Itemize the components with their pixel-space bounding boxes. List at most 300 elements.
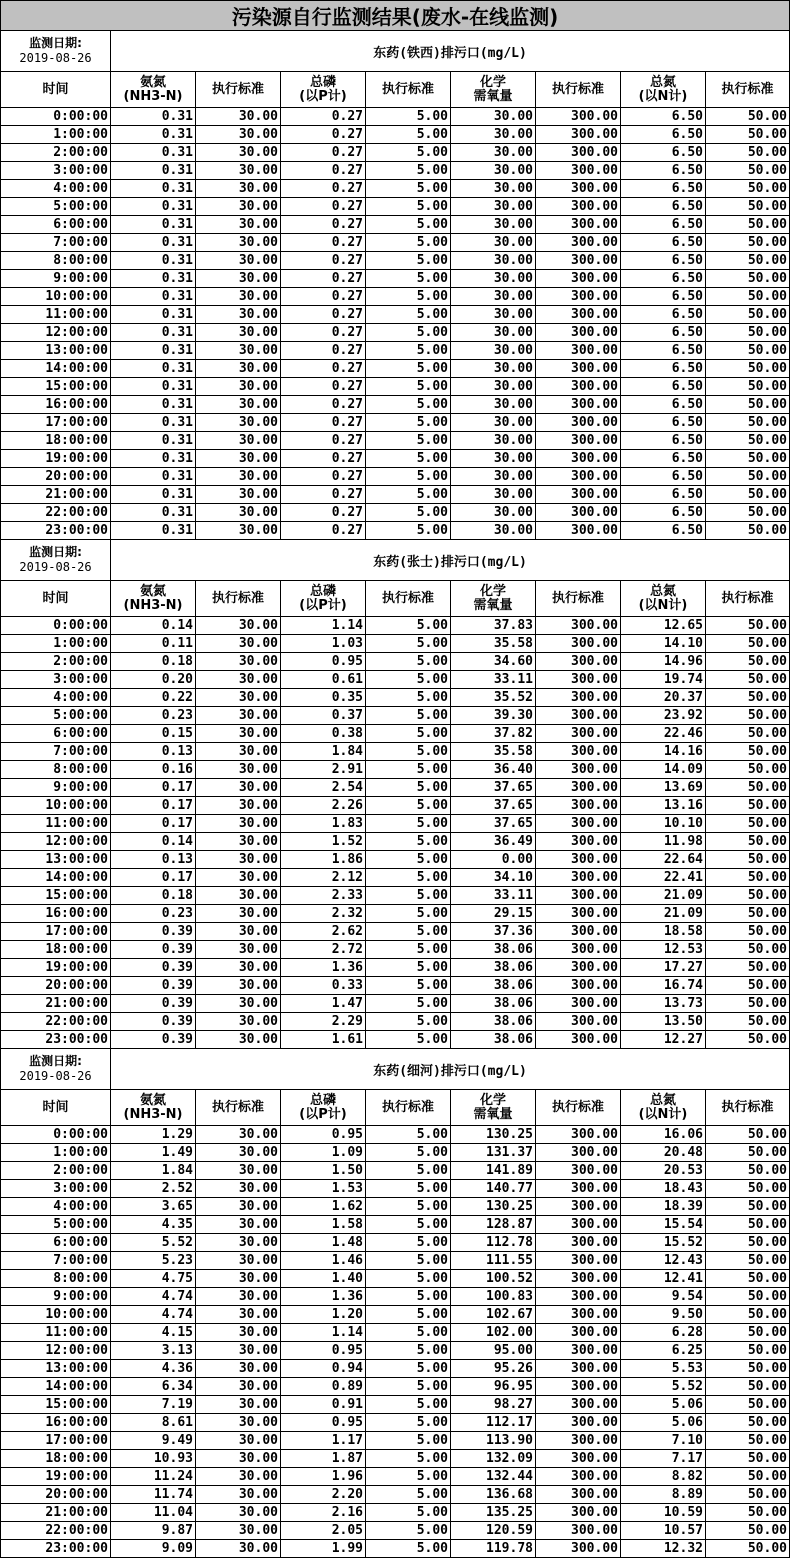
value-cell: 2.91: [281, 761, 366, 779]
value-cell: 35.52: [451, 689, 536, 707]
value-cell: 5.00: [366, 234, 451, 252]
value-cell: 6.34: [111, 1378, 196, 1396]
value-cell: 0.27: [281, 486, 366, 504]
value-cell: 5.00: [366, 378, 451, 396]
value-cell: 0.27: [281, 306, 366, 324]
value-cell: 5.00: [366, 653, 451, 671]
value-cell: 50.00: [706, 1342, 790, 1360]
value-cell: 300.00: [536, 779, 621, 797]
value-cell: 0.31: [111, 180, 196, 198]
table-row: [1, 162, 790, 180]
value-cell: 141.89: [451, 1162, 536, 1180]
time-cell: 16:00:00: [1, 396, 111, 414]
value-cell: 6.50: [621, 162, 706, 180]
value-cell: 1.53: [281, 1180, 366, 1198]
value-cell: 5.00: [366, 180, 451, 198]
value-cell: 30.00: [451, 162, 536, 180]
value-cell: 1.99: [281, 1540, 366, 1558]
time-cell: 12:00:00: [1, 1342, 111, 1360]
value-cell: 6.50: [621, 270, 706, 288]
value-cell: 136.68: [451, 1486, 536, 1504]
value-cell: 50.00: [706, 1522, 790, 1540]
time-cell: 23:00:00: [1, 1540, 111, 1558]
time-cell: 12:00:00: [1, 833, 111, 851]
value-cell: 0.27: [281, 234, 366, 252]
value-cell: 300.00: [536, 144, 621, 162]
value-cell: 22.64: [621, 851, 706, 869]
table-row: [1, 869, 790, 887]
value-cell: 35.58: [451, 743, 536, 761]
value-cell: 300.00: [536, 1216, 621, 1234]
value-cell: 9.09: [111, 1540, 196, 1558]
value-cell: 0.27: [281, 432, 366, 450]
time-cell: 5:00:00: [1, 1216, 111, 1234]
value-cell: 30.00: [196, 1450, 281, 1468]
value-cell: 50.00: [706, 1414, 790, 1432]
value-cell: 0.27: [281, 144, 366, 162]
value-cell: 30.00: [451, 378, 536, 396]
value-cell: 119.78: [451, 1540, 536, 1558]
value-cell: 33.11: [451, 887, 536, 905]
value-cell: 50.00: [706, 1252, 790, 1270]
value-cell: 5.00: [366, 504, 451, 522]
value-cell: 3.65: [111, 1198, 196, 1216]
time-cell: 22:00:00: [1, 1013, 111, 1031]
value-cell: 5.00: [366, 252, 451, 270]
value-cell: 5.00: [366, 468, 451, 486]
value-cell: 30.00: [196, 689, 281, 707]
value-cell: 5.00: [366, 1396, 451, 1414]
value-cell: 8.82: [621, 1468, 706, 1486]
value-cell: 30.00: [196, 342, 281, 360]
value-cell: 30.00: [451, 432, 536, 450]
value-cell: 0.16: [111, 761, 196, 779]
value-cell: 0.31: [111, 216, 196, 234]
value-cell: 300.00: [536, 468, 621, 486]
table-row: [1, 1216, 790, 1234]
value-cell: 9.87: [111, 1522, 196, 1540]
table-row: [1, 923, 790, 941]
value-cell: 50.00: [706, 671, 790, 689]
value-cell: 50.00: [706, 851, 790, 869]
value-cell: 36.40: [451, 761, 536, 779]
value-cell: 50.00: [706, 108, 790, 126]
table-row: [1, 1031, 790, 1049]
value-cell: 50.00: [706, 1216, 790, 1234]
value-cell: 300.00: [536, 324, 621, 342]
value-cell: 300.00: [536, 1306, 621, 1324]
value-cell: 6.50: [621, 396, 706, 414]
value-cell: 300.00: [536, 1486, 621, 1504]
table-row: [1, 887, 790, 905]
value-cell: 300.00: [536, 941, 621, 959]
value-cell: 16.74: [621, 977, 706, 995]
value-cell: 6.50: [621, 234, 706, 252]
value-cell: 50.00: [706, 1288, 790, 1306]
value-cell: 30.00: [196, 198, 281, 216]
value-cell: 5.00: [366, 1414, 451, 1432]
value-cell: 0.27: [281, 180, 366, 198]
value-cell: 0.31: [111, 342, 196, 360]
value-cell: 6.50: [621, 108, 706, 126]
value-cell: 0.31: [111, 126, 196, 144]
value-cell: 300.00: [536, 342, 621, 360]
value-cell: 0.39: [111, 995, 196, 1013]
value-cell: 0.94: [281, 1360, 366, 1378]
value-cell: 30.00: [196, 144, 281, 162]
table-row: [1, 342, 790, 360]
value-cell: 50.00: [706, 1504, 790, 1522]
value-cell: 9.49: [111, 1432, 196, 1450]
value-cell: 300.00: [536, 162, 621, 180]
value-cell: 5.00: [366, 450, 451, 468]
value-cell: 1.14: [281, 1324, 366, 1342]
time-cell: 10:00:00: [1, 1306, 111, 1324]
value-cell: 5.00: [366, 617, 451, 635]
value-cell: 30.00: [196, 126, 281, 144]
time-cell: 19:00:00: [1, 1468, 111, 1486]
time-cell: 20:00:00: [1, 1486, 111, 1504]
time-cell: 17:00:00: [1, 1432, 111, 1450]
value-cell: 5.00: [366, 162, 451, 180]
col-time: 时间: [1, 72, 111, 108]
time-cell: 23:00:00: [1, 1031, 111, 1049]
monitoring-date-label: 监测日期:: [29, 36, 82, 50]
value-cell: 5.00: [366, 761, 451, 779]
value-cell: 30.00: [451, 126, 536, 144]
value-cell: 37.83: [451, 617, 536, 635]
value-cell: 1.48: [281, 1234, 366, 1252]
value-cell: 50.00: [706, 270, 790, 288]
value-cell: 300.00: [536, 1540, 621, 1558]
value-cell: 112.17: [451, 1414, 536, 1432]
value-cell: 30.00: [451, 396, 536, 414]
section-header-row: [1, 1049, 790, 1090]
time-cell: 10:00:00: [1, 288, 111, 306]
value-cell: 300.00: [536, 617, 621, 635]
value-cell: 300.00: [536, 1126, 621, 1144]
value-cell: 5.00: [366, 689, 451, 707]
table-row: [1, 414, 790, 432]
value-cell: 5.00: [366, 1486, 451, 1504]
section-header-row: [1, 31, 790, 72]
value-cell: 131.37: [451, 1144, 536, 1162]
value-cell: 50.00: [706, 288, 790, 306]
value-cell: 300.00: [536, 270, 621, 288]
value-cell: 95.00: [451, 1342, 536, 1360]
value-cell: 30.00: [196, 923, 281, 941]
value-cell: 1.40: [281, 1270, 366, 1288]
value-cell: 300.00: [536, 360, 621, 378]
value-cell: 5.00: [366, 1162, 451, 1180]
value-cell: 38.06: [451, 941, 536, 959]
value-cell: 132.09: [451, 1450, 536, 1468]
value-cell: 20.37: [621, 689, 706, 707]
value-cell: 300.00: [536, 1522, 621, 1540]
value-cell: 12.53: [621, 941, 706, 959]
value-cell: 20.53: [621, 1162, 706, 1180]
time-cell: 23:00:00: [1, 522, 111, 540]
value-cell: 6.50: [621, 144, 706, 162]
value-cell: 300.00: [536, 252, 621, 270]
value-cell: 14.16: [621, 743, 706, 761]
time-cell: 14:00:00: [1, 869, 111, 887]
time-cell: 5:00:00: [1, 707, 111, 725]
value-cell: 300.00: [536, 977, 621, 995]
value-cell: 30.00: [196, 905, 281, 923]
value-cell: 30.00: [196, 396, 281, 414]
table-row: [1, 1306, 790, 1324]
value-cell: 0.27: [281, 396, 366, 414]
value-cell: 0.13: [111, 851, 196, 869]
value-cell: 30.00: [196, 1324, 281, 1342]
value-cell: 5.00: [366, 923, 451, 941]
table-row: [1, 761, 790, 779]
value-cell: 2.62: [281, 923, 366, 941]
value-cell: 50.00: [706, 396, 790, 414]
value-cell: 30.00: [451, 270, 536, 288]
value-cell: 5.23: [111, 1252, 196, 1270]
value-cell: 300.00: [536, 1013, 621, 1031]
value-cell: 0.39: [111, 977, 196, 995]
value-cell: 38.06: [451, 995, 536, 1013]
value-cell: 50.00: [706, 144, 790, 162]
value-cell: 30.00: [196, 1522, 281, 1540]
table-row: [1, 995, 790, 1013]
outlet-name: 东药(张士)排污口(mg/L): [111, 540, 790, 581]
value-cell: 14.10: [621, 635, 706, 653]
value-cell: 1.03: [281, 635, 366, 653]
value-cell: 98.27: [451, 1396, 536, 1414]
value-cell: 30.00: [196, 1198, 281, 1216]
value-cell: 50.00: [706, 1432, 790, 1450]
value-cell: 50.00: [706, 1378, 790, 1396]
value-cell: 50.00: [706, 216, 790, 234]
value-cell: 5.00: [366, 725, 451, 743]
value-cell: 0.17: [111, 815, 196, 833]
time-cell: 15:00:00: [1, 378, 111, 396]
value-cell: 0.11: [111, 635, 196, 653]
value-cell: 13.50: [621, 1013, 706, 1031]
value-cell: 5.00: [366, 887, 451, 905]
value-cell: 50.00: [706, 1306, 790, 1324]
table-row: [1, 653, 790, 671]
value-cell: 30.00: [196, 432, 281, 450]
value-cell: 6.50: [621, 126, 706, 144]
value-cell: 0.37: [281, 707, 366, 725]
table-row: [1, 1162, 790, 1180]
value-cell: 30.00: [196, 725, 281, 743]
value-cell: 30.00: [196, 743, 281, 761]
value-cell: 300.00: [536, 851, 621, 869]
table-row: [1, 689, 790, 707]
value-cell: 0.95: [281, 1414, 366, 1432]
value-cell: 6.50: [621, 450, 706, 468]
value-cell: 50.00: [706, 797, 790, 815]
value-cell: 0.27: [281, 108, 366, 126]
value-cell: 300.00: [536, 1396, 621, 1414]
col-standard: 执行标准: [196, 1090, 281, 1126]
value-cell: 6.50: [621, 252, 706, 270]
table-row: [1, 743, 790, 761]
value-cell: 300.00: [536, 108, 621, 126]
value-cell: 30.00: [196, 995, 281, 1013]
value-cell: 300.00: [536, 689, 621, 707]
value-cell: 0.00: [451, 851, 536, 869]
value-cell: 2.52: [111, 1180, 196, 1198]
value-cell: 5.00: [366, 851, 451, 869]
value-cell: 0.31: [111, 360, 196, 378]
value-cell: 21.09: [621, 905, 706, 923]
value-cell: 30.00: [196, 761, 281, 779]
value-cell: 6.50: [621, 360, 706, 378]
value-cell: 10.10: [621, 815, 706, 833]
time-cell: 2:00:00: [1, 144, 111, 162]
value-cell: 0.95: [281, 653, 366, 671]
value-cell: 0.39: [111, 1013, 196, 1031]
value-cell: 5.06: [621, 1414, 706, 1432]
value-cell: 5.00: [366, 1540, 451, 1558]
value-cell: 128.87: [451, 1216, 536, 1234]
value-cell: 0.31: [111, 198, 196, 216]
value-cell: 50.00: [706, 1162, 790, 1180]
monitoring-date-label: 监测日期:: [29, 1054, 82, 1068]
value-cell: 30.00: [451, 198, 536, 216]
value-cell: 30.00: [196, 108, 281, 126]
value-cell: 50.00: [706, 689, 790, 707]
value-cell: 300.00: [536, 707, 621, 725]
value-cell: 5.00: [366, 1522, 451, 1540]
value-cell: 6.50: [621, 522, 706, 540]
value-cell: 6.50: [621, 180, 706, 198]
value-cell: 120.59: [451, 1522, 536, 1540]
value-cell: 10.93: [111, 1450, 196, 1468]
value-cell: 50.00: [706, 1013, 790, 1031]
col-time: 时间: [1, 581, 111, 617]
value-cell: 19.74: [621, 671, 706, 689]
table-row: [1, 671, 790, 689]
value-cell: 37.36: [451, 923, 536, 941]
table-row: [1, 324, 790, 342]
outlet-name: 东药(铁西)排污口(mg/L): [111, 31, 790, 72]
value-cell: 300.00: [536, 432, 621, 450]
value-cell: 111.55: [451, 1252, 536, 1270]
time-cell: 19:00:00: [1, 450, 111, 468]
value-cell: 300.00: [536, 1414, 621, 1432]
value-cell: 300.00: [536, 378, 621, 396]
value-cell: 1.84: [281, 743, 366, 761]
value-cell: 100.83: [451, 1288, 536, 1306]
value-cell: 30.00: [196, 1468, 281, 1486]
time-cell: 8:00:00: [1, 1270, 111, 1288]
table-row: [1, 1324, 790, 1342]
value-cell: 12.41: [621, 1270, 706, 1288]
value-cell: 5.00: [366, 1504, 451, 1522]
value-cell: 30.00: [196, 653, 281, 671]
value-cell: 30.00: [451, 288, 536, 306]
table-row: [1, 180, 790, 198]
value-cell: 5.00: [366, 486, 451, 504]
value-cell: 1.49: [111, 1144, 196, 1162]
table-row: [1, 1432, 790, 1450]
col-phosphorus: 总磷 (以P计): [281, 1090, 366, 1126]
value-cell: 2.05: [281, 1522, 366, 1540]
monitoring-date: [1, 31, 111, 72]
value-cell: 15.54: [621, 1216, 706, 1234]
value-cell: 1.20: [281, 1306, 366, 1324]
value-cell: 2.26: [281, 797, 366, 815]
time-cell: 1:00:00: [1, 635, 111, 653]
value-cell: 30.00: [196, 414, 281, 432]
value-cell: 0.15: [111, 725, 196, 743]
col-standard: 执行标准: [366, 1090, 451, 1126]
value-cell: 0.13: [111, 743, 196, 761]
col-standard: 执行标准: [536, 581, 621, 617]
value-cell: 0.20: [111, 671, 196, 689]
value-cell: 5.00: [366, 1468, 451, 1486]
value-cell: 29.15: [451, 905, 536, 923]
value-cell: 18.39: [621, 1198, 706, 1216]
time-cell: 7:00:00: [1, 743, 111, 761]
value-cell: 11.04: [111, 1504, 196, 1522]
value-cell: 0.39: [111, 941, 196, 959]
value-cell: 50.00: [706, 869, 790, 887]
value-cell: 1.52: [281, 833, 366, 851]
table-row: [1, 725, 790, 743]
value-cell: 30.00: [196, 941, 281, 959]
value-cell: 17.27: [621, 959, 706, 977]
value-cell: 132.44: [451, 1468, 536, 1486]
table-row: [1, 851, 790, 869]
value-cell: 0.31: [111, 450, 196, 468]
value-cell: 5.00: [366, 1270, 451, 1288]
value-cell: 30.00: [196, 815, 281, 833]
value-cell: 0.22: [111, 689, 196, 707]
value-cell: 300.00: [536, 126, 621, 144]
time-cell: 0:00:00: [1, 1126, 111, 1144]
time-cell: 18:00:00: [1, 1450, 111, 1468]
table-row: [1, 1342, 790, 1360]
value-cell: 1.36: [281, 959, 366, 977]
value-cell: 4.35: [111, 1216, 196, 1234]
value-cell: 300.00: [536, 180, 621, 198]
value-cell: 5.00: [366, 797, 451, 815]
table-row: [1, 108, 790, 126]
time-cell: 22:00:00: [1, 1522, 111, 1540]
value-cell: 22.46: [621, 725, 706, 743]
value-cell: 1.58: [281, 1216, 366, 1234]
value-cell: 30.00: [196, 1396, 281, 1414]
value-cell: 300.00: [536, 396, 621, 414]
col-standard: 执行标准: [196, 72, 281, 108]
time-cell: 17:00:00: [1, 414, 111, 432]
col-standard: 执行标准: [196, 581, 281, 617]
table-row: [1, 779, 790, 797]
time-cell: 1:00:00: [1, 126, 111, 144]
value-cell: 11.98: [621, 833, 706, 851]
value-cell: 95.26: [451, 1360, 536, 1378]
table-row: [1, 396, 790, 414]
value-cell: 50.00: [706, 198, 790, 216]
value-cell: 50.00: [706, 923, 790, 941]
value-cell: 6.50: [621, 288, 706, 306]
col-standard: 执行标准: [366, 581, 451, 617]
value-cell: 0.91: [281, 1396, 366, 1414]
value-cell: 6.28: [621, 1324, 706, 1342]
value-cell: 6.50: [621, 324, 706, 342]
value-cell: 50.00: [706, 450, 790, 468]
value-cell: 14.96: [621, 653, 706, 671]
